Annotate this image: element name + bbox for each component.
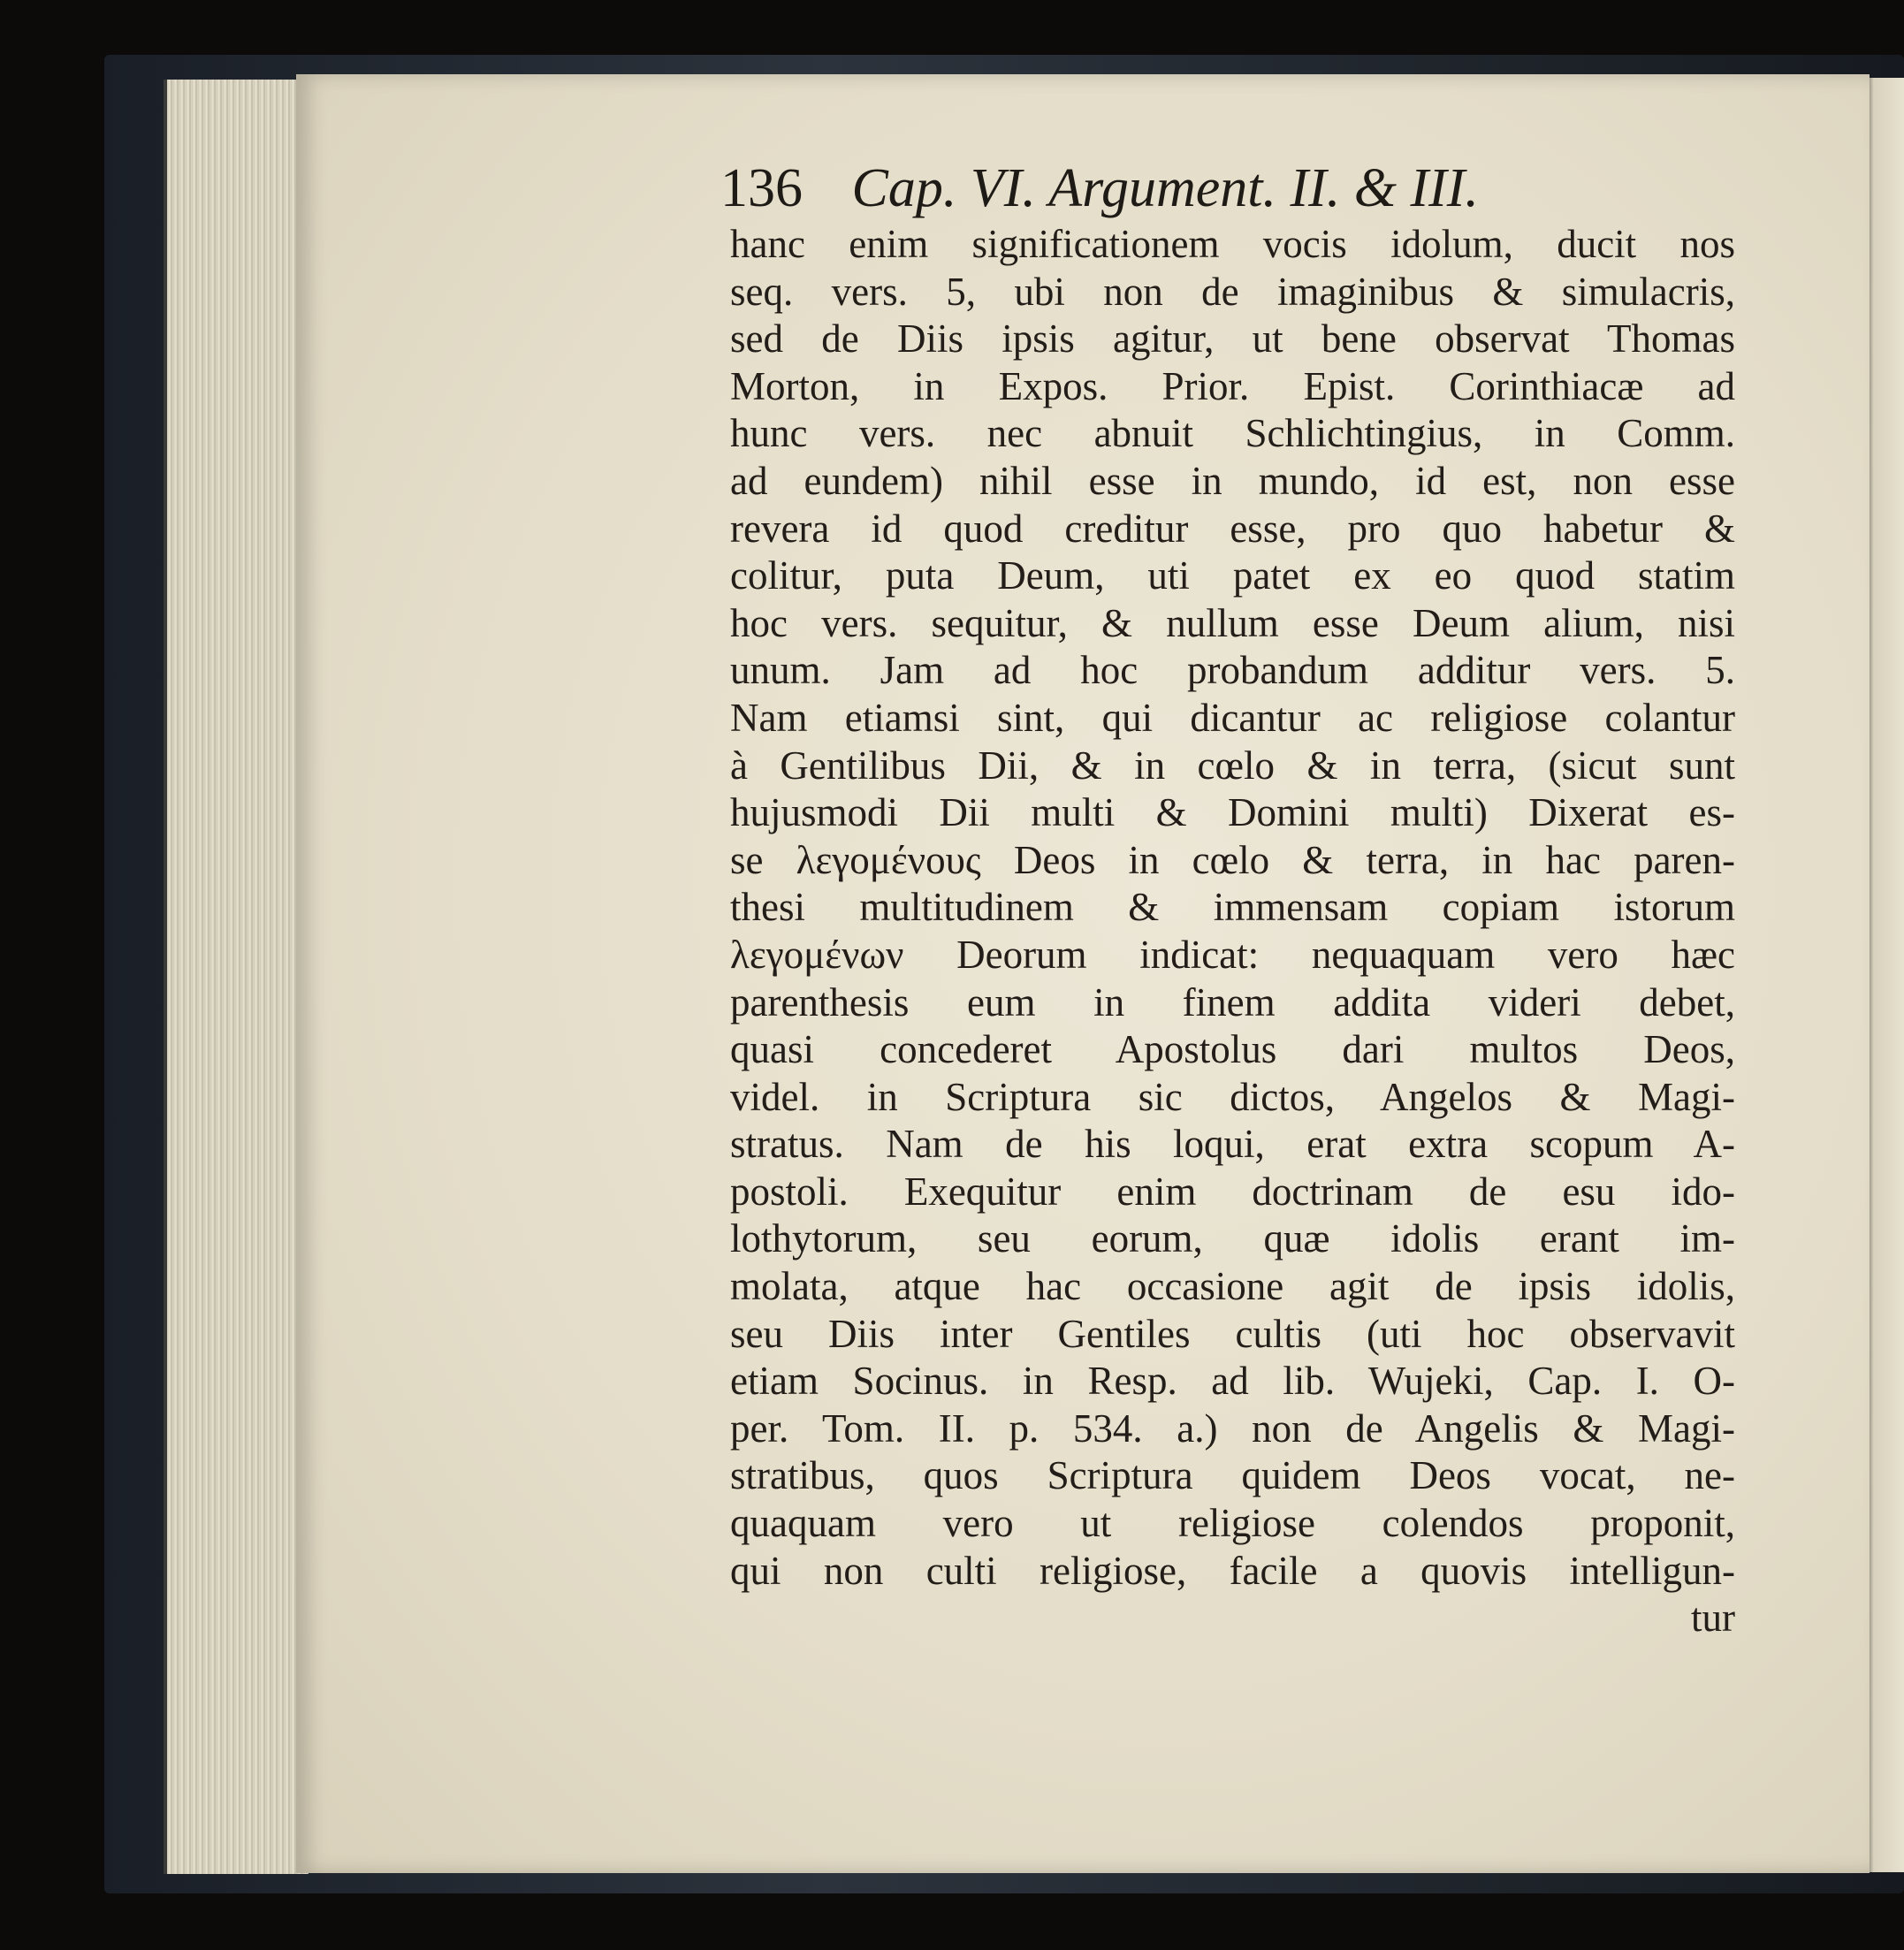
text-line: seq. vers. 5, ubi non de imaginibus & simulacris,	[730, 269, 1735, 314]
text-line: quaquam vero ut religiose colendos proponit,	[730, 1501, 1735, 1546]
catchword: tur	[1691, 1596, 1735, 1641]
running-head: Cap. VI. Argument. II. & III.	[851, 158, 1479, 218]
text-line: revera id quod creditur esse, pro quo habetur &	[730, 506, 1735, 551]
text-line: hujusmodi Dii multi & Domini multi) Dixerat es-	[730, 790, 1735, 835]
text-line: stratus. Nam de his loqui, erat extra scopum A-	[730, 1122, 1735, 1167]
text-line: parenthesis eum in finem addita videri debet,	[730, 979, 1735, 1025]
text-line: Morton, in Expos. Prior. Epist. Corinthiacæ ad	[730, 363, 1735, 408]
page-edges	[164, 80, 308, 1874]
text-line: thesi multitudinem & immensam copiam istorum	[730, 885, 1735, 930]
text-line: Nam etiamsi sint, qui dicantur ac religiose colantur	[730, 695, 1735, 740]
text-line: qui non culti religiose, facile a quovis intelligun-	[730, 1548, 1735, 1593]
text-line: videl. in Scriptura sic dictos, Angelos & Magi-	[730, 1074, 1735, 1119]
text-line: unum. Jam ad hoc probandum additur vers. 5.	[730, 648, 1735, 693]
text-line: postoli. Exequitur enim doctrinam de esu ido-	[730, 1169, 1735, 1214]
text-line: λεγομένων Deorum indicat: nequaquam vero hæc	[730, 932, 1735, 977]
body-text	[730, 221, 1735, 1642]
text-line: se λεγομένους Deos in cœlo & terra, in hac paren-	[730, 837, 1735, 882]
text-line: colitur, puta Deum, uti patet ex eo quod statim	[730, 553, 1735, 598]
text-line: hoc vers. sequitur, & nullum esse Deum alium, nisi	[730, 600, 1735, 645]
text-line: hunc vers. nec abnuit Schlichtingius, in Comm.	[730, 411, 1735, 456]
text-line: etiam Socinus. in Resp. ad lib. Wujeki, Cap. I. O-	[730, 1359, 1735, 1404]
text-line: quasi concederet Apostolus dari multos Deos,	[730, 1027, 1735, 1072]
text-line: sed de Diis ipsis agitur, ut bene observat Thomas	[730, 316, 1735, 362]
text-line: à Gentilibus Dii, & in cœlo & in terra, (sicut sunt	[730, 743, 1735, 788]
page-header	[720, 157, 1737, 228]
text-line: stratibus, quos Scriptura quidem Deos vocat, ne-	[730, 1453, 1735, 1498]
text-line: seu Diis inter Gentiles cultis (uti hoc observavit	[730, 1311, 1735, 1356]
page-number: 136	[720, 158, 803, 218]
text-line: per. Tom. II. p. 534. a.) non de Angelis & Magi-	[730, 1405, 1735, 1451]
text-line: ad eundem) nihil esse in mundo, id est, non esse	[730, 458, 1735, 503]
text-line: molata, atque hac occasione agit de ipsis idolis,	[730, 1264, 1735, 1309]
text-line: hanc enim significationem vocis idolum, ducit nos	[730, 222, 1735, 266]
text-line: lothytorum, seu eorum, quæ idolis erant im-	[730, 1216, 1735, 1261]
